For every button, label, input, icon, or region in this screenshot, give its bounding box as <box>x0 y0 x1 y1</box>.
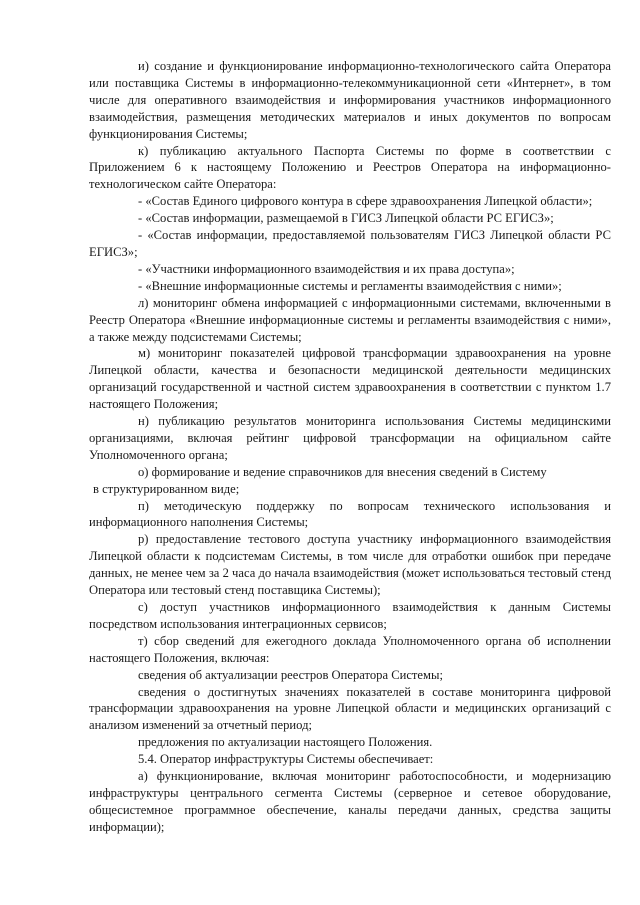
list-item-registry-external-systems: - «Внешние информационные системы и регламенты взаимодействия с ними»; <box>138 278 562 293</box>
paragraph-s-data-access: с) доступ участников информационного взаимодействия к данным Системы посредством использования интеграционных сервисов; <box>89 600 611 631</box>
paragraph-report-registries: сведения об актуализации реестров Оператора Системы; <box>138 667 443 682</box>
paragraph-o-continuation: в структурированном виде; <box>93 481 240 496</box>
paragraph-n-results-publication: н) публикацию результатов мониторинга использования Системы медицинскими организациями, включая рейтинг цифровой трансформации на официальном сайте Уполномоченного органа; <box>89 414 611 462</box>
section-5-4-heading: 5.4. Оператор инфраструктуры Системы обеспечивает: <box>138 752 434 767</box>
paragraph-t-annual-report: т) сбор сведений для ежегодного доклада Уполномоченного органа об исполнении настоящего Положения, включая: <box>89 633 611 665</box>
paragraph-a-infrastructure: а) функционирование, включая мониторинг работоспособности, и модернизацию инфраструктуры центрального сегмента Системы (серверное и сетевое оборудование, общесистемное программное обеспечение, каналы передачи данных, средства защиты информации); <box>89 769 611 834</box>
paragraph-k-passport-publication: к) публикацию актуального Паспорта Системы по форме в соответствии с Приложением 6 к настоящему Положению и Реестров Оператора на информационно-технологическом сайте Оператора: <box>89 143 611 192</box>
list-item-registry-participants: - «Участники информационного взаимодействия и их права доступа»; <box>138 261 515 276</box>
paragraph-r-test-access: р) предоставление тестового доступа участнику информационного взаимодействия Липецкой области к подсистемам Системы, в том числе для отработки ошибок при передаче данных, не менее чем за 2 часа до начала взаимодействия (может использоваться тестовый стенд Оператора или тестовый стенд поставщика Системы); <box>89 532 611 598</box>
paragraph-m-indicators-monitoring: м) мониторинг показателей цифровой трансформации здравоохранения на уровне Липецкой области, качества и безопасности медицинской деятельности медицинских организаций государственной и частной систем здравоохранения в соответствии с пунктом 1.7 настоящего Положения; <box>89 346 611 412</box>
document-page <box>89 58 611 836</box>
paragraph-i-operator-website: и) создание и функционирование информационно-технологического сайта Оператора или поставщика Системы в информационно-телекоммуникационной сети «Интернет», в том числе для оперативного взаимодействия и информирования участников информационного взаимодействия, размещения методических материалов и иных документов по вопросам функционирования Системы; <box>89 59 611 141</box>
list-item-registry-info-provided: - «Состав информации, предоставляемой пользователям ГИСЗ Липецкой области РС ЕГИСЗ»; <box>89 228 611 259</box>
paragraph-report-proposals: предложения по актуализации настоящего Положения. <box>138 735 433 750</box>
paragraph-report-indicators: сведения о достигнутых значениях показателей в составе мониторинга цифровой трансформации здравоохранения на уровне Липецкой области и медицинских организаций с анализом изменений за отчетный период; <box>89 684 611 733</box>
list-item-registry-info-placed: - «Состав информации, размещаемой в ГИСЗ Липецкой области РС ЕГИСЗ»; <box>138 211 554 226</box>
paragraph-p-methodical-support: п) методическую поддержку по вопросам технического использования и информационного наполнения Системы; <box>89 498 611 530</box>
paragraph-o-reference-books: о) формирование и ведение справочников для внесения сведений в Систему <box>138 464 547 479</box>
paragraph-l-exchange-monitoring: л) мониторинг обмена информацией с информационными системами, включенными в Реестр Оператора «Внешние информационные системы и регламенты взаимодействия с ними», а также между подсистемами Системы; <box>89 295 611 344</box>
list-item-registry-digital-contour: - «Состав Единого цифрового контура в сфере здравоохранения Липецкой области»; <box>138 194 593 209</box>
